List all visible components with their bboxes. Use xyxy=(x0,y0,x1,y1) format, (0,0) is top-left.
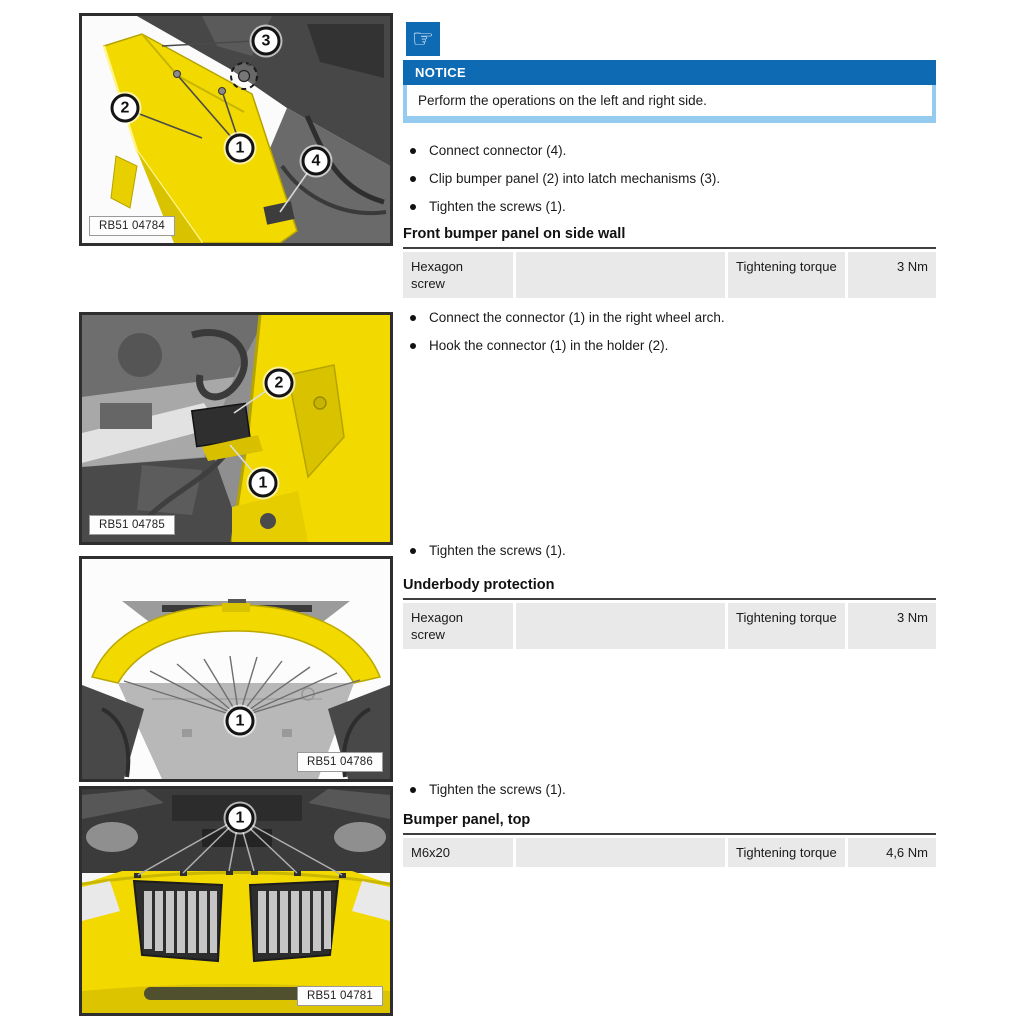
section-heading-side-wall: Front bumper panel on side wall xyxy=(403,226,936,249)
pointing-hand-icon: ☞ xyxy=(406,22,440,56)
figure-bumper-panel-top xyxy=(79,786,393,1016)
instruction-bullet: Hook the connector (1) in the holder (2). xyxy=(403,336,936,356)
instruction-bullet: Tighten the screws (1). xyxy=(403,541,936,561)
bumper-corner-illustration xyxy=(82,16,390,243)
instruction-bullet: Connect the connector (1) in the right wheel arch. xyxy=(403,308,936,328)
step-list-side-wall xyxy=(403,141,936,225)
callout-badge: 1 xyxy=(226,804,255,833)
torque-table-bumper-top xyxy=(403,838,936,867)
table-spec-cell: Tightening torque xyxy=(728,603,845,649)
callout-badge: 1 xyxy=(226,134,255,163)
callout-badge: 3 xyxy=(252,27,281,56)
instruction-bullet: Tighten the screws (1). xyxy=(403,780,936,800)
table-empty-cell xyxy=(516,252,725,298)
figure-wheel-arch-connector xyxy=(79,312,393,545)
section-heading-bumper-top: Bumper panel, top xyxy=(403,812,936,835)
torque-table-side-wall xyxy=(403,252,936,298)
wheel-arch-illustration xyxy=(82,315,390,542)
callout-badge: 1 xyxy=(226,707,255,736)
table-item-cell: M6x20 xyxy=(403,838,513,867)
figure-bumper-side-wall xyxy=(79,13,393,246)
step-list-underbody xyxy=(403,541,936,569)
table-empty-cell xyxy=(516,603,725,649)
notice-title: NOTICE xyxy=(403,60,936,85)
instruction-bullet: Tighten the screws (1). xyxy=(403,197,936,217)
torque-table-underbody xyxy=(403,603,936,649)
callout-badge: 2 xyxy=(265,369,294,398)
table-spec-cell: Tightening torque xyxy=(728,838,845,867)
step-list-bumper-top xyxy=(403,780,936,808)
underbody-illustration xyxy=(82,559,390,779)
callout-badge: 2 xyxy=(111,94,140,123)
figure-ref-label: RB51 04785 xyxy=(89,515,175,535)
table-value-cell: 3 Nm xyxy=(848,603,936,649)
callout-badge: 4 xyxy=(302,147,331,176)
table-value-cell: 3 Nm xyxy=(848,252,936,298)
notice-text: Perform the operations on the left and right side. xyxy=(403,85,936,123)
table-item-cell: Hexagon screw xyxy=(403,603,513,649)
notice-box xyxy=(403,60,936,123)
table-empty-cell xyxy=(516,838,725,867)
callout-badge: 1 xyxy=(249,469,278,498)
instruction-bullet: Connect connector (4). xyxy=(403,141,936,161)
table-spec-cell: Tightening torque xyxy=(728,252,845,298)
table-value-cell: 4,6 Nm xyxy=(848,838,936,867)
section-heading-underbody: Underbody protection xyxy=(403,577,936,600)
instruction-bullet: Clip bumper panel (2) into latch mechanisms (3). xyxy=(403,169,936,189)
figure-ref-label: RB51 04781 xyxy=(297,986,383,1006)
figure-ref-label: RB51 04784 xyxy=(89,216,175,236)
figure-ref-label: RB51 04786 xyxy=(297,752,383,772)
step-list-wheel-arch xyxy=(403,308,936,364)
figure-underbody-protection xyxy=(79,556,393,782)
table-item-cell: Hexagon screw xyxy=(403,252,513,298)
